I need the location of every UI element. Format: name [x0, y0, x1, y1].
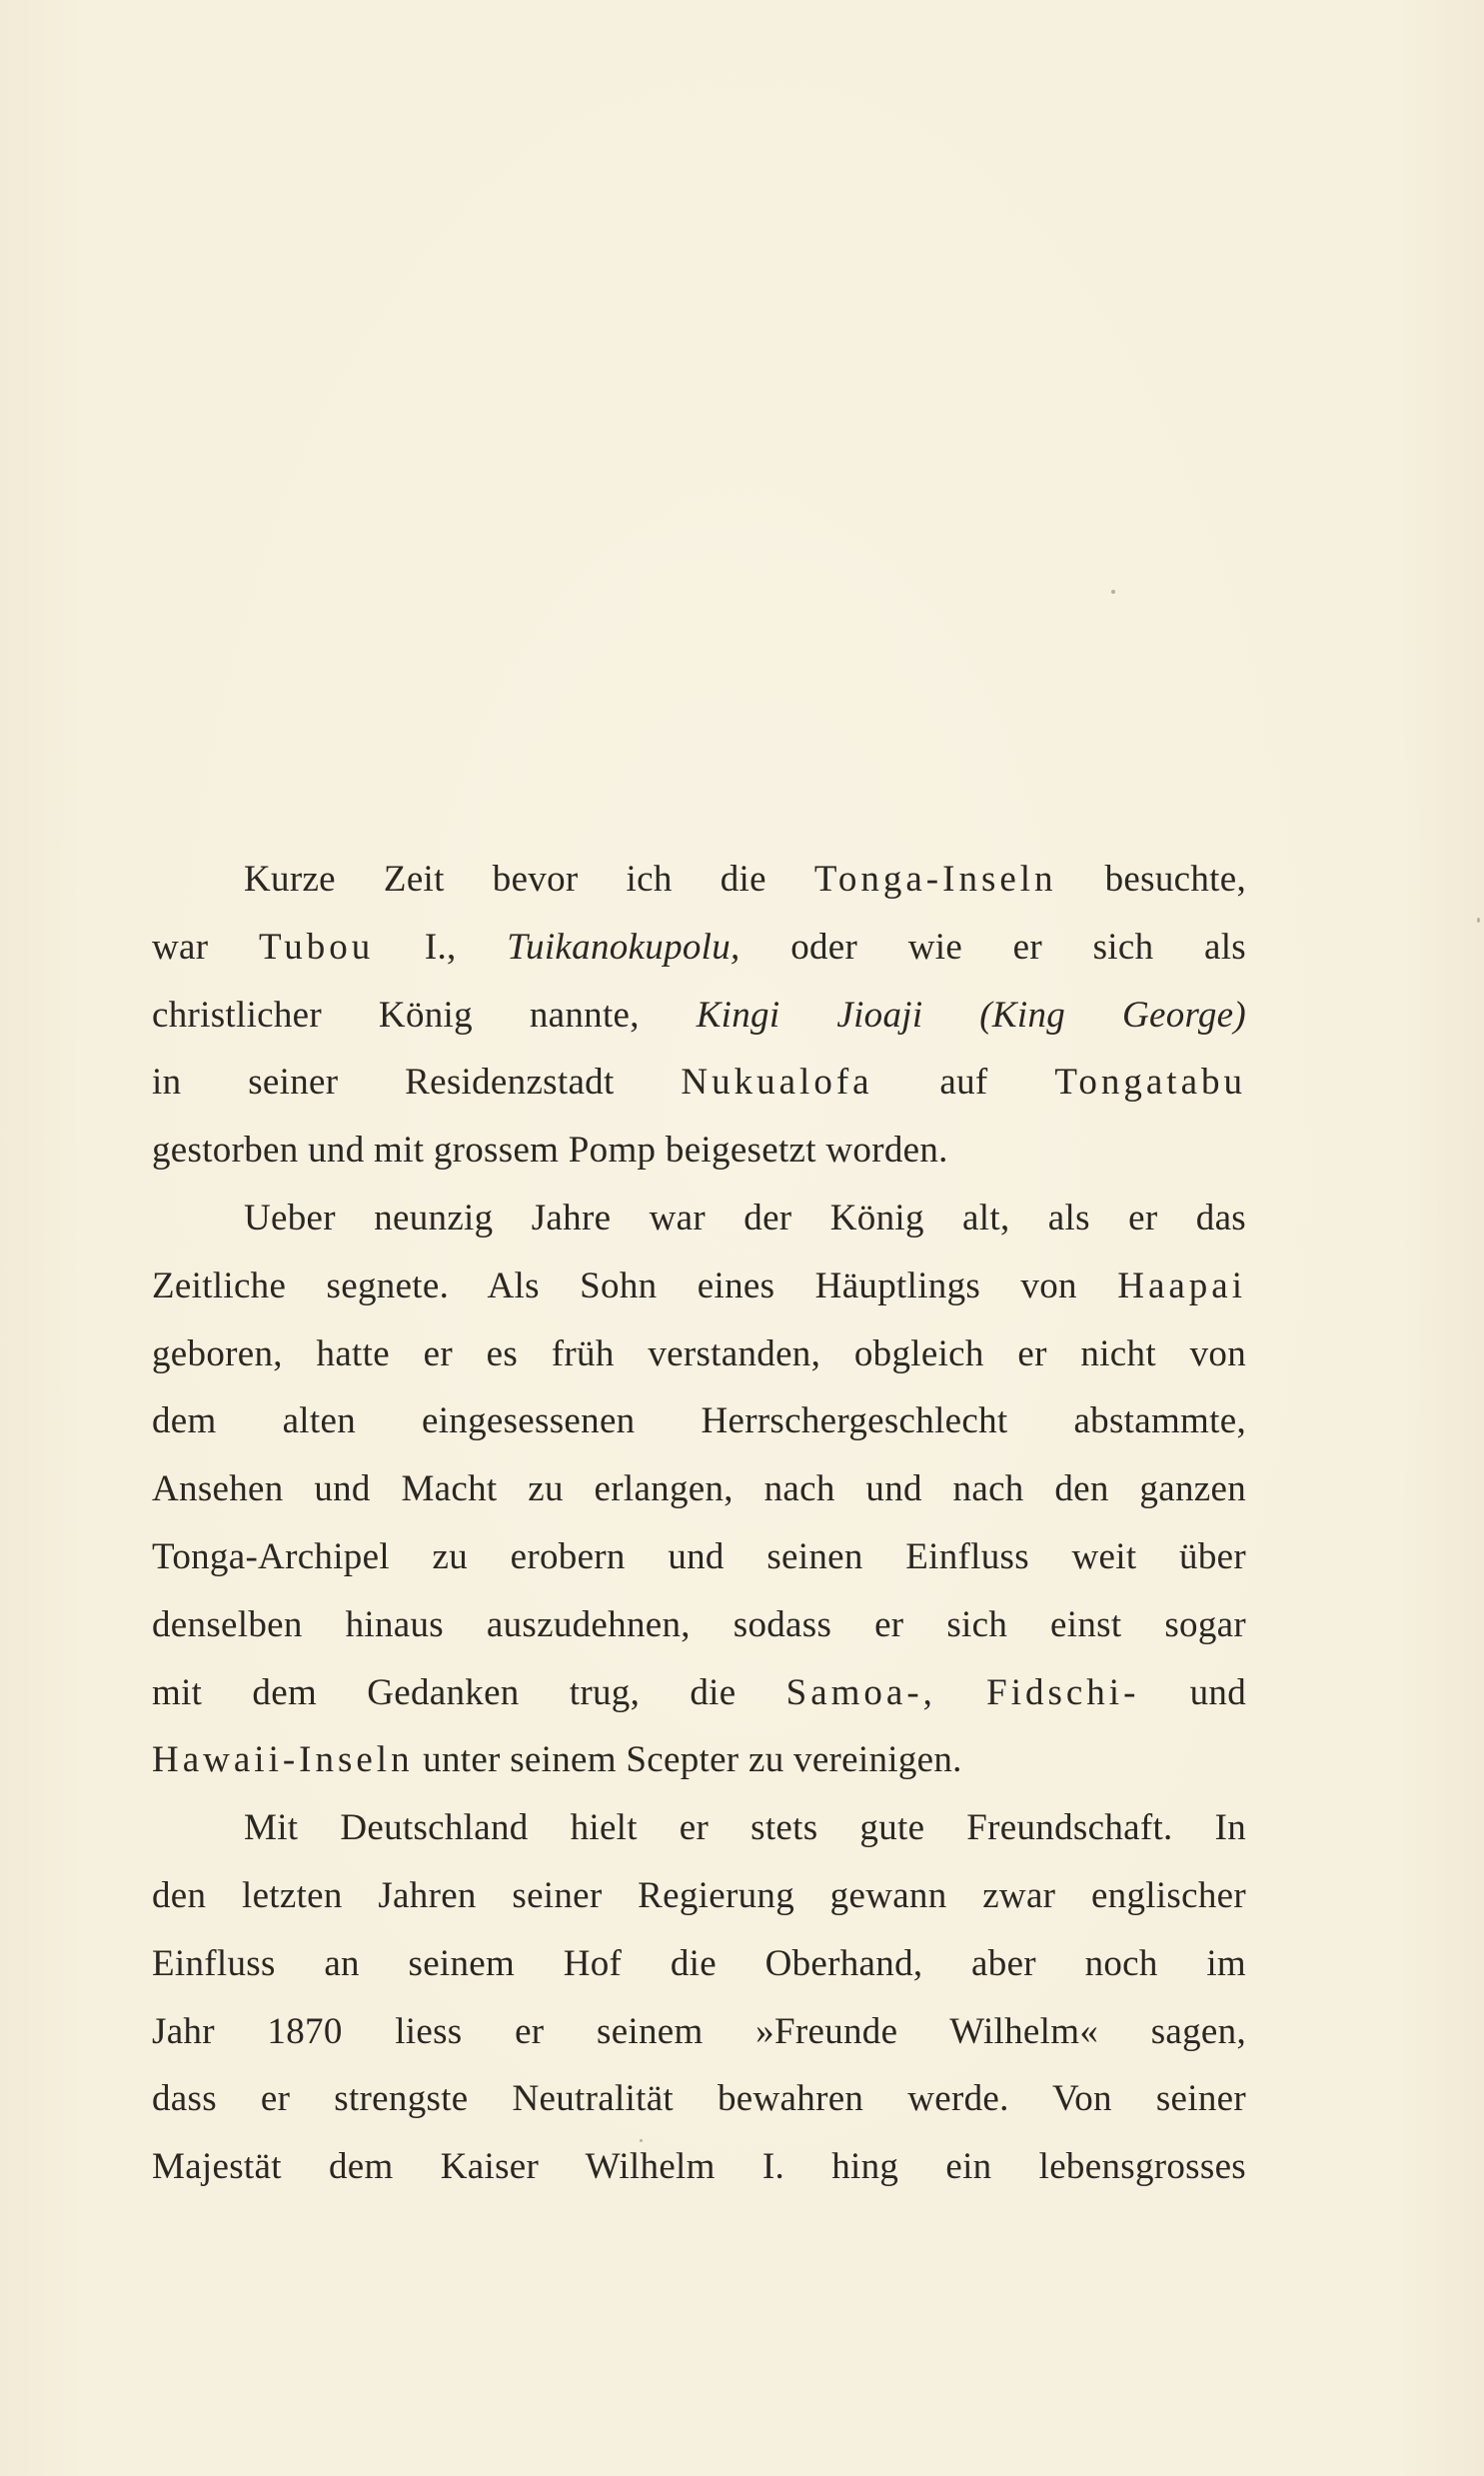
- place-name-spaced: Tongatabu: [1054, 1062, 1246, 1104]
- text-line: Einfluss an seinem Hof die Oberhand, aber noch im: [152, 1942, 1246, 1984]
- text-segment: unter seinem Scepter zu vereinigen.: [413, 1739, 962, 1781]
- body-text: [152, 846, 1246, 2201]
- text-line: Ueber neunzig Jahre war der König alt, als er das: [244, 1197, 1246, 1238]
- text-line: dass er strengste Neutralität bewahren werde. Von seiner: [152, 2078, 1246, 2120]
- place-name-spaced: Fidschi-: [986, 1671, 1140, 1713]
- text-line: dem alten eingesessenen Herrschergeschlecht abstammte,: [152, 1400, 1246, 1442]
- text-line: [152, 1049, 1246, 1117]
- paper-speck: [1477, 918, 1480, 923]
- text-line: denselben hinaus auszudehnen, sodass er sich einst sogar: [152, 1603, 1246, 1645]
- text-line: Mit Deutschland hielt er stets gute Freundschaft. In: [244, 1807, 1246, 1849]
- text-line: geboren, hatte er es früh verstanden, obgleich er nicht von: [152, 1332, 1246, 1374]
- text-line: Ansehen und Macht zu erlangen, nach und nach den ganzen: [152, 1468, 1246, 1510]
- text-segment: in seiner Residenzstadt: [152, 1062, 682, 1104]
- text-segment: mit dem Gedanken trug, die: [152, 1671, 786, 1713]
- text-segment: oder wie er sich als: [740, 926, 1246, 968]
- text-line: gestorben und mit grossem Pomp beigesetzt worden.: [152, 1130, 948, 1172]
- text-segment: war: [152, 926, 259, 968]
- text-segment: I.,: [374, 926, 508, 968]
- text-line: [152, 1659, 1246, 1727]
- text-line: [152, 846, 1246, 914]
- italic-name: Kingi Jioaji (King George): [696, 994, 1246, 1036]
- text-segment: besuchte,: [1056, 859, 1246, 900]
- person-name-spaced: Tubou: [258, 926, 375, 968]
- place-name-spaced: Tonga-Inseln: [813, 859, 1057, 900]
- text-segment: Zeitliche segnete. Als Sohn eines Häuptlings von: [152, 1264, 1118, 1306]
- text-segment: und: [1139, 1671, 1246, 1713]
- text-line: [152, 1726, 1246, 1794]
- text-line: Majestät dem Kaiser Wilhelm I. hing ein lebensgrosses: [152, 2146, 1246, 2188]
- text-line: Jahr 1870 liess er seinem »Freunde Wilhelm« sagen,: [152, 2010, 1246, 2052]
- text-line: den letzten Jahren seiner Regierung gewann zwar englischer: [152, 1874, 1246, 1916]
- place-name-spaced: Nukualofa: [681, 1062, 873, 1104]
- text-line: [152, 1252, 1246, 1320]
- paper-speck: [1111, 590, 1115, 594]
- italic-name: Tuikanokupolu,: [507, 926, 741, 968]
- paper-speck: [640, 2139, 643, 2142]
- text-segment: auf: [872, 1062, 1055, 1104]
- text-segment: Kurze Zeit bevor ich die: [244, 859, 814, 900]
- text-segment: [936, 1672, 986, 1713]
- text-line: [152, 982, 1246, 1050]
- place-name-spaced: Haapai: [1117, 1264, 1246, 1306]
- place-name-spaced: Hawaii-Inseln: [152, 1739, 414, 1781]
- text-segment: christlicher König nannte,: [152, 994, 697, 1036]
- place-name-spaced: Samoa-,: [785, 1671, 936, 1713]
- text-line: [152, 914, 1246, 982]
- text-line: Tonga-Archipel zu erobern und seinen Einfluss weit über: [152, 1535, 1246, 1577]
